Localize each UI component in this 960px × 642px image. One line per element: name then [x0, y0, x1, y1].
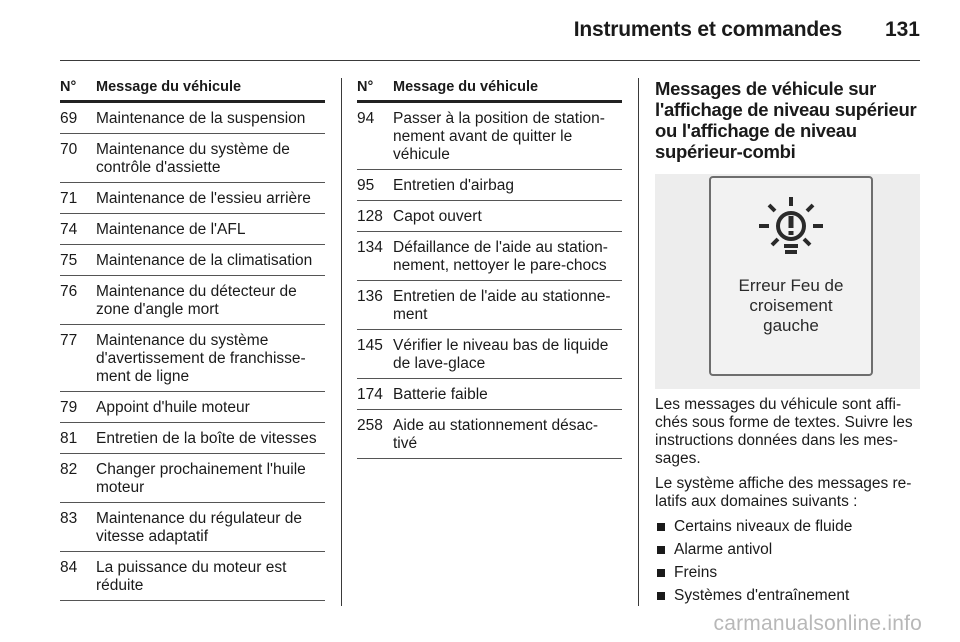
text-line: zone d'angle mort: [96, 301, 219, 318]
table-row: [60, 245, 325, 276]
message-text: [393, 110, 622, 164]
section-title: [655, 78, 920, 162]
table-row: [60, 134, 325, 183]
message-number: 69: [60, 110, 78, 127]
bullet-square-icon: [657, 546, 665, 554]
text-line: Maintenance du détecteur de: [96, 283, 297, 300]
table-row: [60, 392, 325, 423]
text-line: vitesse adaptatif: [96, 528, 209, 545]
text-line: Erreur Feu de: [738, 276, 844, 295]
list-item: [655, 518, 920, 536]
watermark: carmanualsonline.info: [713, 612, 922, 635]
text-line: Maintenance de l'AFL: [96, 221, 246, 238]
bullet-list: [655, 518, 920, 605]
text-line: instructions données dans les mes-: [655, 432, 898, 449]
column-divider: [341, 78, 342, 606]
text-line: Changer prochainement l'huile: [96, 461, 306, 478]
message-table-left: [60, 78, 325, 601]
message-number: 79: [60, 399, 78, 416]
bullet-square-icon: [657, 523, 665, 531]
text-line: nement avant de quitter le: [393, 128, 573, 145]
list-item: [655, 541, 920, 559]
text-line: gauche: [763, 316, 819, 335]
text-line: de lave-glace: [393, 355, 486, 372]
message-text: [96, 221, 325, 239]
table-row: [357, 281, 622, 330]
text-line: chés sous forme de textes. Suivre les: [655, 414, 913, 431]
text-line: Maintenance de l'essieu arrière: [96, 190, 311, 207]
text-line: Défaillance de l'aide au station-: [393, 239, 608, 256]
text-line: Vérifier le niveau bas de liquide: [393, 337, 609, 354]
text-line: Entretien d'airbag: [393, 177, 515, 194]
text-line: Maintenance du régulateur de: [96, 510, 302, 527]
list-item-text: Certains niveaux de fluide: [674, 518, 853, 535]
text-line: La puissance du moteur est: [96, 559, 287, 576]
table-row: [60, 423, 325, 454]
table-header-message: Message du véhicule: [393, 79, 539, 95]
text-line: Maintenance de la suspension: [96, 110, 306, 127]
text-line: Messages de véhicule sur: [655, 78, 877, 99]
text-line: réduite: [96, 577, 144, 594]
list-item-text: Systèmes d'entraînement: [674, 587, 850, 604]
table-header-message: Message du véhicule: [96, 79, 242, 95]
list-item: [655, 587, 920, 605]
table-row: [357, 379, 622, 410]
display-illustration: [655, 174, 920, 389]
table-header-num: N°: [60, 79, 77, 95]
table-row: [357, 201, 622, 232]
message-text: [96, 190, 325, 208]
table-row: [357, 103, 622, 170]
text-line: croisement: [749, 296, 833, 315]
table-row: [60, 454, 325, 503]
right-column: [655, 78, 920, 604]
text-line: Entretien de l'aide au stationne-: [393, 288, 611, 305]
paragraph: [655, 396, 920, 468]
table-row: [60, 183, 325, 214]
table-row: [60, 325, 325, 392]
message-text: [96, 399, 325, 417]
text-line: ment: [393, 306, 428, 323]
bullet-square-icon: [657, 569, 665, 577]
text-line: Maintenance du système de: [96, 141, 290, 158]
message-number: 94: [357, 110, 375, 127]
message-number: 95: [357, 177, 375, 194]
text-line: latifs aux domaines suivants :: [655, 493, 858, 510]
message-table-right: [357, 78, 622, 459]
text-line: ou l'affichage de niveau: [655, 120, 857, 141]
message-number: 174: [357, 386, 383, 403]
text-line: d'avertissement de franchisse-: [96, 350, 306, 367]
header-divider: [60, 60, 920, 61]
text-line: moteur: [96, 479, 145, 496]
text-line: Les messages du véhicule sont affi-: [655, 396, 902, 413]
driver-info-display: [709, 176, 873, 376]
message-number: 71: [60, 190, 78, 207]
table-row: [357, 170, 622, 201]
table-row: [60, 214, 325, 245]
message-text: [393, 208, 622, 226]
text-line: véhicule: [393, 146, 450, 163]
text-line: nement, nettoyer le pare-chocs: [393, 257, 607, 274]
message-text: [96, 430, 325, 448]
message-number: 82: [60, 461, 78, 478]
message-text: [393, 177, 622, 195]
message-text: [96, 252, 325, 270]
message-number: 134: [357, 239, 383, 256]
message-text: [96, 110, 325, 128]
text-line: Maintenance du système: [96, 332, 269, 349]
message-text: [96, 559, 325, 595]
list-item-text: Freins: [674, 564, 718, 581]
message-text: [393, 239, 622, 275]
text-line: Passer à la position de station-: [393, 110, 605, 127]
text-line: Le système affiche des messages re-: [655, 475, 912, 492]
message-number: 77: [60, 332, 78, 349]
message-number: 75: [60, 252, 78, 269]
message-number: 70: [60, 141, 78, 158]
message-text: [96, 141, 325, 177]
message-number: 83: [60, 510, 78, 527]
message-text: [393, 417, 622, 453]
paragraph: [655, 475, 920, 511]
message-text: [96, 510, 325, 546]
message-text: [393, 288, 622, 324]
message-text: [393, 337, 622, 373]
list-item-text: Alarme antivol: [674, 541, 773, 558]
text-line: tivé: [393, 435, 418, 452]
message-number: 76: [60, 283, 78, 300]
table-row: [60, 276, 325, 325]
message-text: [96, 461, 325, 497]
column-divider: [638, 78, 639, 606]
table-header: [357, 78, 622, 103]
bullet-square-icon: [657, 592, 665, 600]
text-line: ment de ligne: [96, 368, 190, 385]
message-text: [96, 332, 325, 386]
message-number: 84: [60, 559, 78, 576]
text-line: Capot ouvert: [393, 208, 482, 225]
table-header: [60, 78, 325, 103]
text-line: Appoint d'huile moteur: [96, 399, 250, 416]
message-text: [96, 283, 325, 319]
text-line: contrôle d'assiette: [96, 159, 221, 176]
message-number: 145: [357, 337, 383, 354]
section-body: [655, 396, 920, 610]
headlight-warning-icon: [754, 196, 828, 260]
text-line: sages.: [655, 450, 701, 467]
text-line: supérieur-combi: [655, 141, 796, 162]
message-number: 136: [357, 288, 383, 305]
message-number: 258: [357, 417, 383, 434]
display-message: [711, 276, 871, 336]
page-header: [0, 0, 960, 60]
text-line: l'affichage de niveau supérieur: [655, 99, 917, 120]
table-row: [60, 103, 325, 134]
text-line: Aide au stationnement désac-: [393, 417, 599, 434]
text-line: Maintenance de la climatisation: [96, 252, 313, 269]
message-number: 74: [60, 221, 78, 238]
table-row: [357, 410, 622, 459]
message-number: 81: [60, 430, 78, 447]
message-text: [393, 386, 622, 404]
text-line: Batterie faible: [393, 386, 488, 403]
table-row: [357, 232, 622, 281]
table-row: [357, 330, 622, 379]
table-row: [60, 552, 325, 601]
text-line: Entretien de la boîte de vitesses: [96, 430, 317, 447]
page-number: 131: [884, 18, 920, 41]
table-row: [60, 503, 325, 552]
page-title: Instruments et commandes: [573, 18, 842, 41]
message-number: 128: [357, 208, 383, 225]
table-header-num: N°: [357, 79, 374, 95]
list-item: [655, 564, 920, 582]
